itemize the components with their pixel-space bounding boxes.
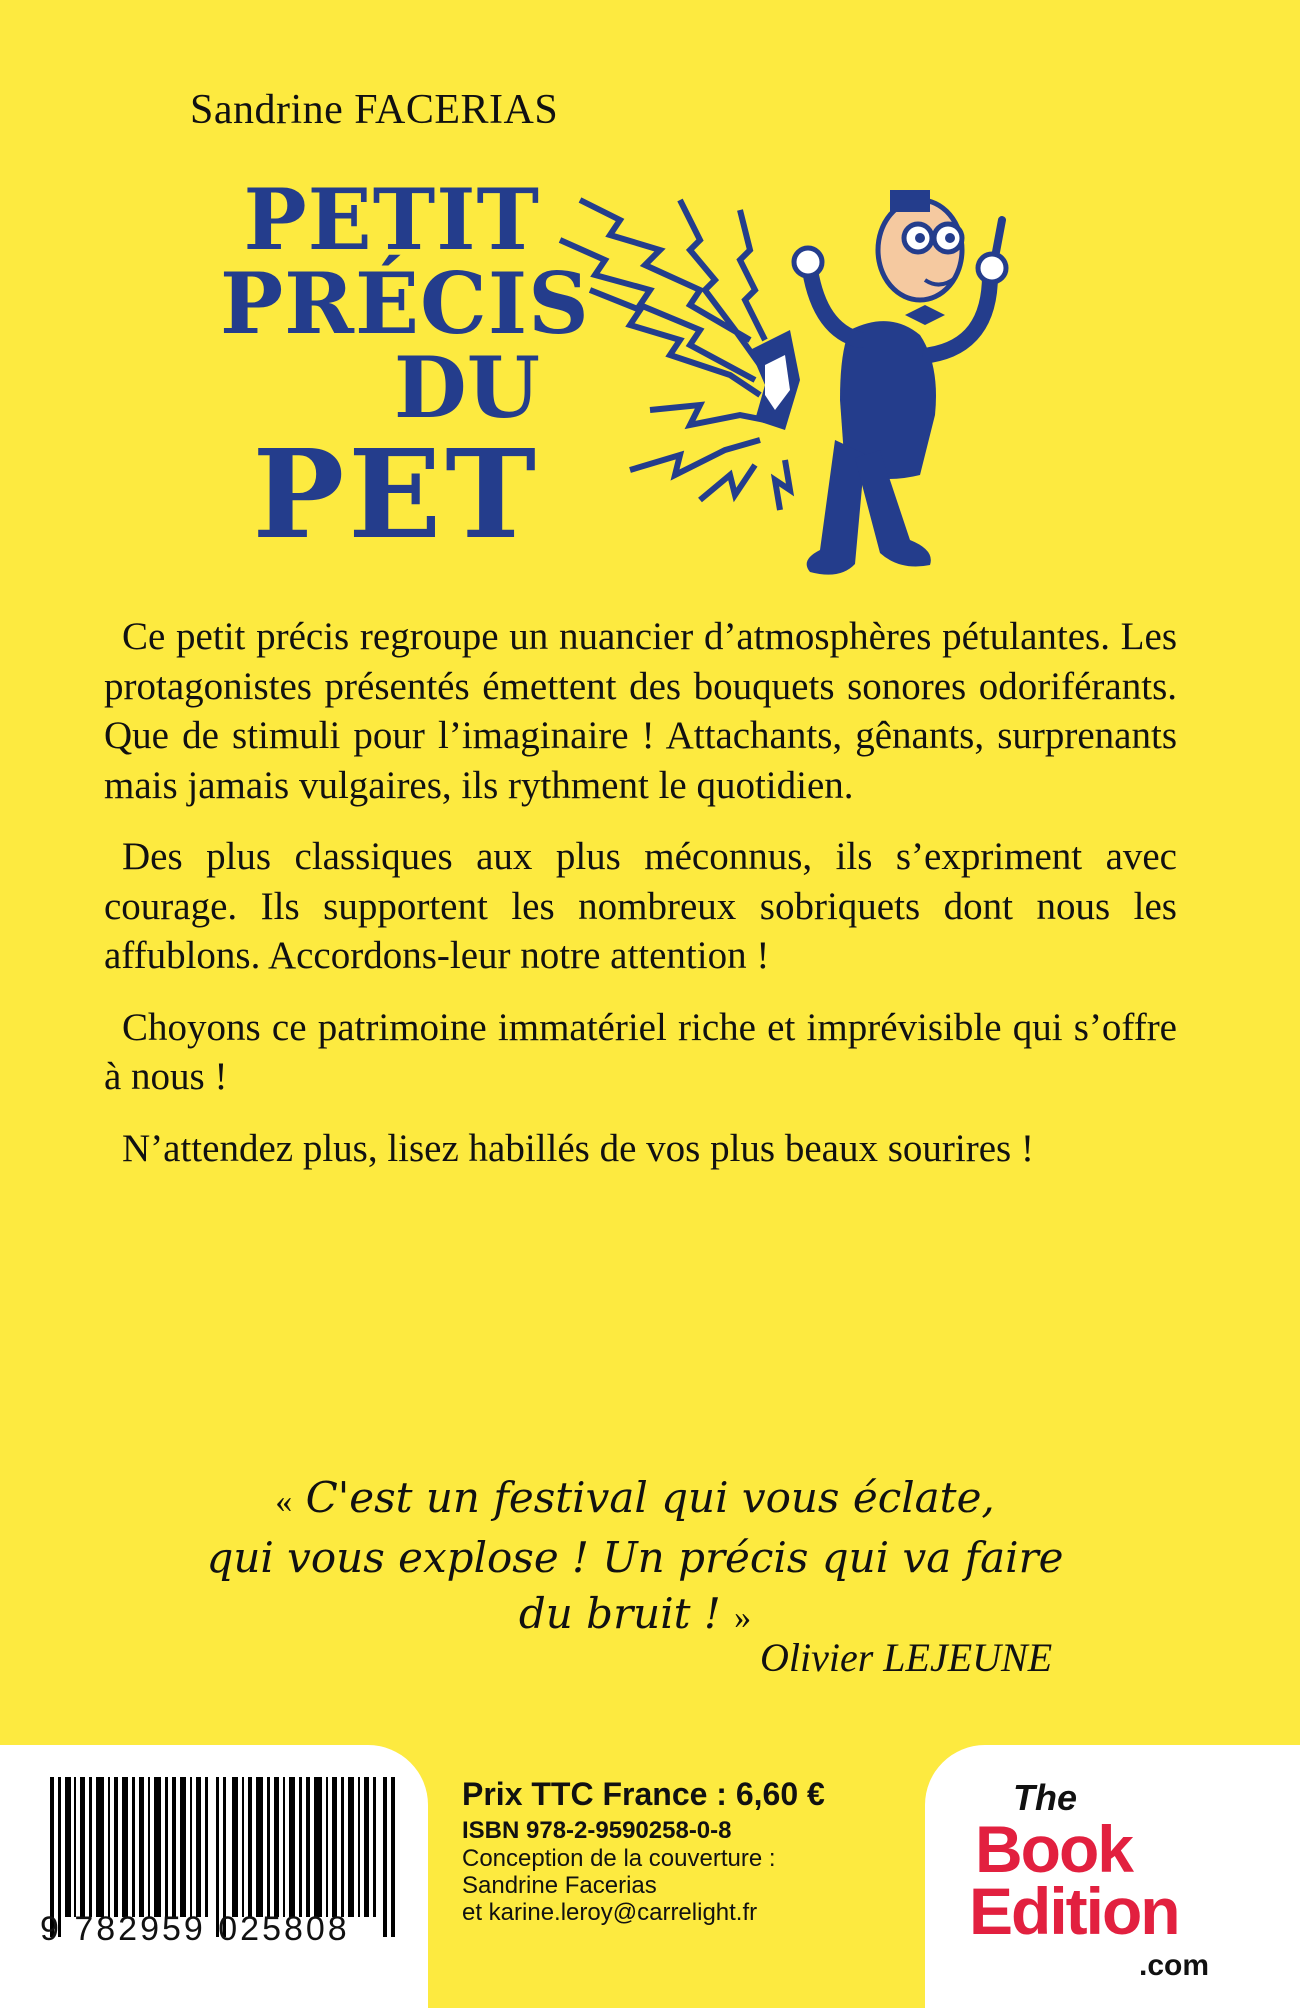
- quote-line-2: qui vous explose ! Un précis qui va faire: [206, 1533, 1064, 1582]
- barcode-panel: [0, 1745, 428, 2008]
- title-line-2: PRÉCIS: [220, 254, 590, 353]
- credit-line-1: Conception de la couverture :: [462, 1845, 776, 1872]
- isbn: ISBN 978-2-9590258-0-8: [462, 1817, 732, 1844]
- book-title: [220, 170, 590, 566]
- paragraph-2: Des plus classiques aux plus méconnus, ils s’expriment avec courage. Ils supportent les nombreux sobriquets dont nous les affublons. Accordons-leur notre attention !: [104, 835, 1177, 977]
- publisher-logo: [925, 1745, 1300, 2008]
- credit-line-2: Sandrine Facerias: [462, 1872, 657, 1899]
- paragraph-1: Ce petit précis regroupe un nuancier d’atmosphères pétulantes. Les protagonistes présentés émettent des bouquets sonores odoriférants. Que de stimuli pour l’imaginaire ! Attachants, gênants, surprenants mais jamais vulgaires, ils rythment le quotidien.: [104, 615, 1177, 807]
- quote-close-mark: »: [734, 1599, 752, 1636]
- quote-line-3: du bruit !: [518, 1589, 721, 1638]
- title-line-4: PET: [252, 422, 540, 566]
- quote-author: Olivier LEJEUNE: [760, 1635, 1053, 1680]
- logo-the: The: [1013, 1777, 1078, 1818]
- title-line-3: DU: [393, 338, 540, 437]
- quote-line-1: C'est un festival qui vous éclate,: [305, 1473, 995, 1522]
- cartoon-man-farting-icon: [550, 180, 1110, 580]
- author-name: Sandrine FACERIAS: [190, 87, 559, 133]
- paragraph-3: Choyons ce patrimoine immatériel riche et imprévisible qui s’offre à nous !: [104, 1005, 1177, 1098]
- title-line-1: PETIT: [243, 170, 540, 269]
- logo-book: Book: [975, 1812, 1132, 1886]
- book-info: [462, 1776, 825, 1926]
- endorsement-quote: [130, 1470, 1140, 1646]
- logo-com: .com: [1139, 1949, 1210, 1982]
- credit-line-3: et karine.leroy@carrelight.fr: [462, 1899, 758, 1926]
- barcode-number: 9 782959 025808: [40, 1910, 350, 1948]
- quote-open-mark: «: [275, 1483, 293, 1520]
- logo-edition: Edition: [969, 1874, 1179, 1948]
- paragraph-4: N’attendez plus, lisez habillés de vos plus beaux sourires !: [122, 1126, 1034, 1170]
- price: Prix TTC France : 6,60 €: [462, 1776, 825, 1812]
- back-cover-text: [104, 612, 1177, 1195]
